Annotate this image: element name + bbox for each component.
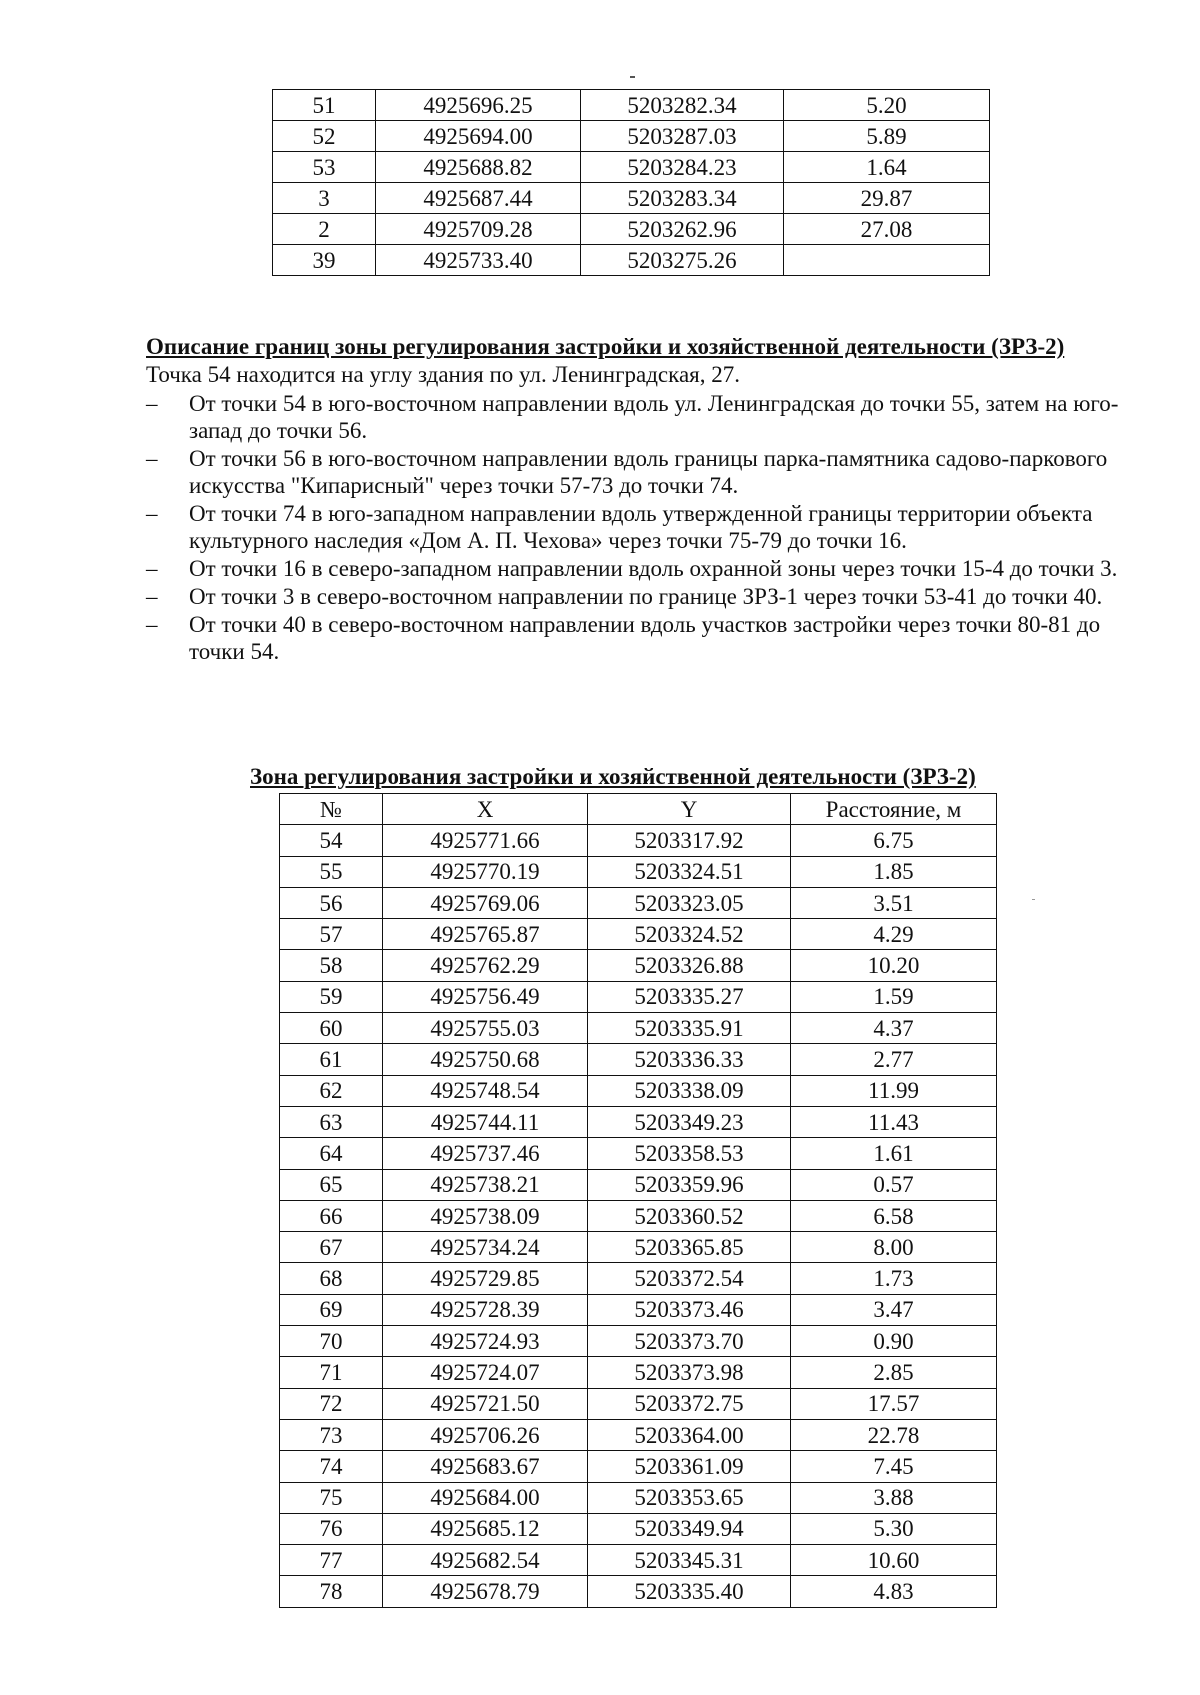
cell-x: 4925748.54: [383, 1075, 588, 1106]
table-row: [280, 887, 997, 918]
table-row: [273, 121, 990, 152]
cell-x: 4925721.50: [383, 1388, 588, 1419]
cell-distance: 10.20: [791, 950, 997, 981]
cell-x: 4925688.82: [376, 152, 581, 183]
cell-y: 5203324.52: [588, 919, 791, 950]
cell-number: 56: [280, 887, 383, 918]
cell-x: 4925684.00: [383, 1482, 588, 1513]
description-item-text: От точки 40 в северо-восточном направлении вдоль участков застройки через точки 80-81 до точки 54.: [189, 612, 1101, 664]
table-row: [280, 919, 997, 950]
cell-y: 5203359.96: [588, 1169, 791, 1200]
cell-number: 60: [280, 1013, 383, 1044]
cell-y: 5203335.40: [588, 1576, 791, 1607]
table-row: [280, 1106, 997, 1137]
cell-number: 75: [280, 1482, 383, 1513]
cell-x: 4925696.25: [376, 90, 581, 121]
cell-x: 4925771.66: [383, 825, 588, 856]
table-row: [280, 1545, 997, 1576]
cell-distance: [784, 245, 990, 276]
cell-distance: 2.85: [791, 1357, 997, 1388]
top-table-body: [273, 90, 990, 276]
cell-y: 5203365.85: [588, 1232, 791, 1263]
table-row: [280, 1419, 997, 1450]
cell-distance: 0.90: [791, 1326, 997, 1357]
table-row: [280, 1326, 997, 1357]
cell-distance: 5.30: [791, 1513, 997, 1544]
cell-y: 5203345.31: [588, 1545, 791, 1576]
cell-y: 5203373.70: [588, 1326, 791, 1357]
cell-number: 39: [273, 245, 376, 276]
cell-distance: 11.99: [791, 1075, 997, 1106]
cell-distance: 1.73: [791, 1263, 997, 1294]
cell-y: 5203336.33: [588, 1044, 791, 1075]
table-row: [280, 1357, 997, 1388]
cell-y: 5203372.54: [588, 1263, 791, 1294]
cell-y: 5203323.05: [588, 887, 791, 918]
description-item-text: От точки 54 в юго-восточном направлении вдоль ул. Ленинградская до точки 55, затем на юго-запад до точки 56.: [189, 391, 1119, 443]
table-row: [273, 183, 990, 214]
cell-y: 5203353.65: [588, 1482, 791, 1513]
cell-y: 5203349.94: [588, 1513, 791, 1544]
description-item: [146, 500, 1136, 554]
cell-x: 4925685.12: [383, 1513, 588, 1544]
table-header-row: [280, 794, 997, 825]
cell-number: 61: [280, 1044, 383, 1075]
table-row: [280, 1138, 997, 1169]
cell-distance: 27.08: [784, 214, 990, 245]
table-row: [280, 1294, 997, 1325]
description-item: [146, 555, 1136, 582]
table-row: [280, 1388, 997, 1419]
cell-number: 51: [273, 90, 376, 121]
cell-distance: 17.57: [791, 1388, 997, 1419]
cell-number: 55: [280, 856, 383, 887]
cell-y: 5203338.09: [588, 1075, 791, 1106]
cell-number: 3: [273, 183, 376, 214]
description-item-text: От точки 3 в северо-восточном направлении по границе ЗРЗ-1 через точки 53-41 до точки 40.: [189, 584, 1103, 609]
cell-number: 2: [273, 214, 376, 245]
cell-distance: 3.88: [791, 1482, 997, 1513]
table-row: [280, 1513, 997, 1544]
cell-x: 4925694.00: [376, 121, 581, 152]
cell-y: 5203364.00: [588, 1419, 791, 1450]
cell-x: 4925682.54: [383, 1545, 588, 1576]
header-y: Y: [588, 794, 791, 825]
cell-x: 4925756.49: [383, 981, 588, 1012]
cell-y: 5203275.26: [581, 245, 784, 276]
table-row: [280, 1169, 997, 1200]
cell-distance: 6.58: [791, 1200, 997, 1231]
zone-table-body: [280, 825, 997, 1607]
cell-y: 5203361.09: [588, 1451, 791, 1482]
cell-x: 4925728.39: [383, 1294, 588, 1325]
cell-y: 5203282.34: [581, 90, 784, 121]
cell-y: 5203372.75: [588, 1388, 791, 1419]
description-list: [146, 390, 1136, 666]
cell-y: 5203262.96: [581, 214, 784, 245]
cell-y: 5203317.92: [588, 825, 791, 856]
cell-y: 5203284.23: [581, 152, 784, 183]
table-row: [280, 1013, 997, 1044]
cell-x: 4925737.46: [383, 1138, 588, 1169]
cell-distance: 1.59: [791, 981, 997, 1012]
dash-marker: –: [146, 446, 158, 471]
cell-distance: 22.78: [791, 1419, 997, 1450]
cell-number: 76: [280, 1513, 383, 1544]
cell-number: 58: [280, 950, 383, 981]
scan-mark: [630, 76, 635, 78]
description-item: [146, 611, 1136, 665]
cell-distance: 3.51: [791, 887, 997, 918]
cell-x: 4925769.06: [383, 887, 588, 918]
cell-distance: 2.77: [791, 1044, 997, 1075]
cell-number: 66: [280, 1200, 383, 1231]
table-row: [280, 1044, 997, 1075]
cell-number: 59: [280, 981, 383, 1012]
cell-y: 5203349.23: [588, 1106, 791, 1137]
cell-distance: 1.85: [791, 856, 997, 887]
description-intro: Точка 54 находится на углу здания по ул. Ленинградская, 27.: [146, 362, 740, 387]
cell-distance: 10.60: [791, 1545, 997, 1576]
cell-distance: 0.57: [791, 1169, 997, 1200]
dash-marker: –: [146, 612, 158, 637]
header-distance: Расстояние, м: [791, 794, 997, 825]
cell-x: 4925750.68: [383, 1044, 588, 1075]
description-item-text: От точки 74 в юго-западном направлении вдоль утвержденной границы территории объекта культурного наследия «Дом А. П. Чехова» через точки 75-79 до точки 16.: [189, 501, 1093, 553]
description-item: [146, 390, 1136, 444]
cell-distance: 4.83: [791, 1576, 997, 1607]
cell-number: 52: [273, 121, 376, 152]
cell-x: 4925762.29: [383, 950, 588, 981]
cell-x: 4925744.11: [383, 1106, 588, 1137]
table-row: [280, 1232, 997, 1263]
cell-x: 4925738.21: [383, 1169, 588, 1200]
cell-number: 74: [280, 1451, 383, 1482]
cell-y: 5203358.53: [588, 1138, 791, 1169]
cell-number: 70: [280, 1326, 383, 1357]
dash-marker: –: [146, 556, 158, 581]
cell-number: 68: [280, 1263, 383, 1294]
cell-distance: 29.87: [784, 183, 990, 214]
cell-x: 4925765.87: [383, 919, 588, 950]
cell-y: 5203324.51: [588, 856, 791, 887]
cell-number: 69: [280, 1294, 383, 1325]
cell-number: 65: [280, 1169, 383, 1200]
cell-number: 71: [280, 1357, 383, 1388]
cell-distance: 4.37: [791, 1013, 997, 1044]
header-x: X: [383, 794, 588, 825]
cell-distance: 4.29: [791, 919, 997, 950]
table-row: [273, 245, 990, 276]
table-row: [280, 825, 997, 856]
cell-y: 5203335.27: [588, 981, 791, 1012]
table-row: [273, 152, 990, 183]
cell-distance: 6.75: [791, 825, 997, 856]
cell-distance: 11.43: [791, 1106, 997, 1137]
cell-number: 63: [280, 1106, 383, 1137]
cell-y: 5203373.98: [588, 1357, 791, 1388]
cell-distance: 5.20: [784, 90, 990, 121]
table-row: [280, 1263, 997, 1294]
cell-x: 4925709.28: [376, 214, 581, 245]
zone-table-title: Зона регулирования застройки и хозяйственной деятельности (ЗРЗ-2): [250, 764, 976, 789]
cell-distance: 3.47: [791, 1294, 997, 1325]
cell-x: 4925733.40: [376, 245, 581, 276]
cell-number: 57: [280, 919, 383, 950]
cell-number: 67: [280, 1232, 383, 1263]
cell-number: 73: [280, 1419, 383, 1450]
cell-number: 53: [273, 152, 376, 183]
table-row: [280, 1576, 997, 1607]
cell-distance: 1.64: [784, 152, 990, 183]
cell-y: 5203326.88: [588, 950, 791, 981]
cell-x: 4925683.67: [383, 1451, 588, 1482]
cell-distance: 1.61: [791, 1138, 997, 1169]
table-row: [273, 90, 990, 121]
cell-x: 4925724.07: [383, 1357, 588, 1388]
cell-x: 4925729.85: [383, 1263, 588, 1294]
cell-distance: 7.45: [791, 1451, 997, 1482]
cell-number: 72: [280, 1388, 383, 1419]
zone-coordinates-table: [279, 793, 997, 1608]
table-row: [273, 214, 990, 245]
cell-y: 5203373.46: [588, 1294, 791, 1325]
dash-marker: –: [146, 584, 158, 609]
cell-y: 5203283.34: [581, 183, 784, 214]
table-row: [280, 1075, 997, 1106]
description-item-text: От точки 56 в юго-восточном направлении вдоль границы парка-памятника садово-паркового искусства "Кипарисный" через точки 57-73 до точки 74.: [189, 446, 1108, 498]
table-row: [280, 856, 997, 887]
cell-x: 4925724.93: [383, 1326, 588, 1357]
description-item: [146, 445, 1136, 499]
cell-number: 77: [280, 1545, 383, 1576]
cell-x: 4925755.03: [383, 1013, 588, 1044]
dash-marker: –: [146, 501, 158, 526]
cell-distance: 8.00: [791, 1232, 997, 1263]
table-row: [280, 1200, 997, 1231]
dash-marker: –: [146, 391, 158, 416]
cell-y: 5203287.03: [581, 121, 784, 152]
cell-y: 5203335.91: [588, 1013, 791, 1044]
cell-number: 78: [280, 1576, 383, 1607]
description-title: Описание границ зоны регулирования застройки и хозяйственной деятельности (ЗРЗ-2): [146, 334, 1065, 359]
table-row: [280, 1451, 997, 1482]
cell-number: 64: [280, 1138, 383, 1169]
cell-x: 4925734.24: [383, 1232, 588, 1263]
cell-x: 4925770.19: [383, 856, 588, 887]
cell-number: 62: [280, 1075, 383, 1106]
top-coordinates-table: [272, 89, 990, 276]
description-item: [146, 583, 1136, 610]
table-row: [280, 1482, 997, 1513]
table-row: [280, 950, 997, 981]
cell-x: 4925678.79: [383, 1576, 588, 1607]
header-number: №: [280, 794, 383, 825]
cell-number: 54: [280, 825, 383, 856]
cell-distance: 5.89: [784, 121, 990, 152]
cell-x: 4925687.44: [376, 183, 581, 214]
description-item-text: От точки 16 в северо-западном направлении вдоль охранной зоны через точки 15-4 до точки 3.: [189, 556, 1118, 581]
cell-x: 4925706.26: [383, 1419, 588, 1450]
cell-y: 5203360.52: [588, 1200, 791, 1231]
scan-speck: [1032, 899, 1035, 900]
cell-x: 4925738.09: [383, 1200, 588, 1231]
table-row: [280, 981, 997, 1012]
